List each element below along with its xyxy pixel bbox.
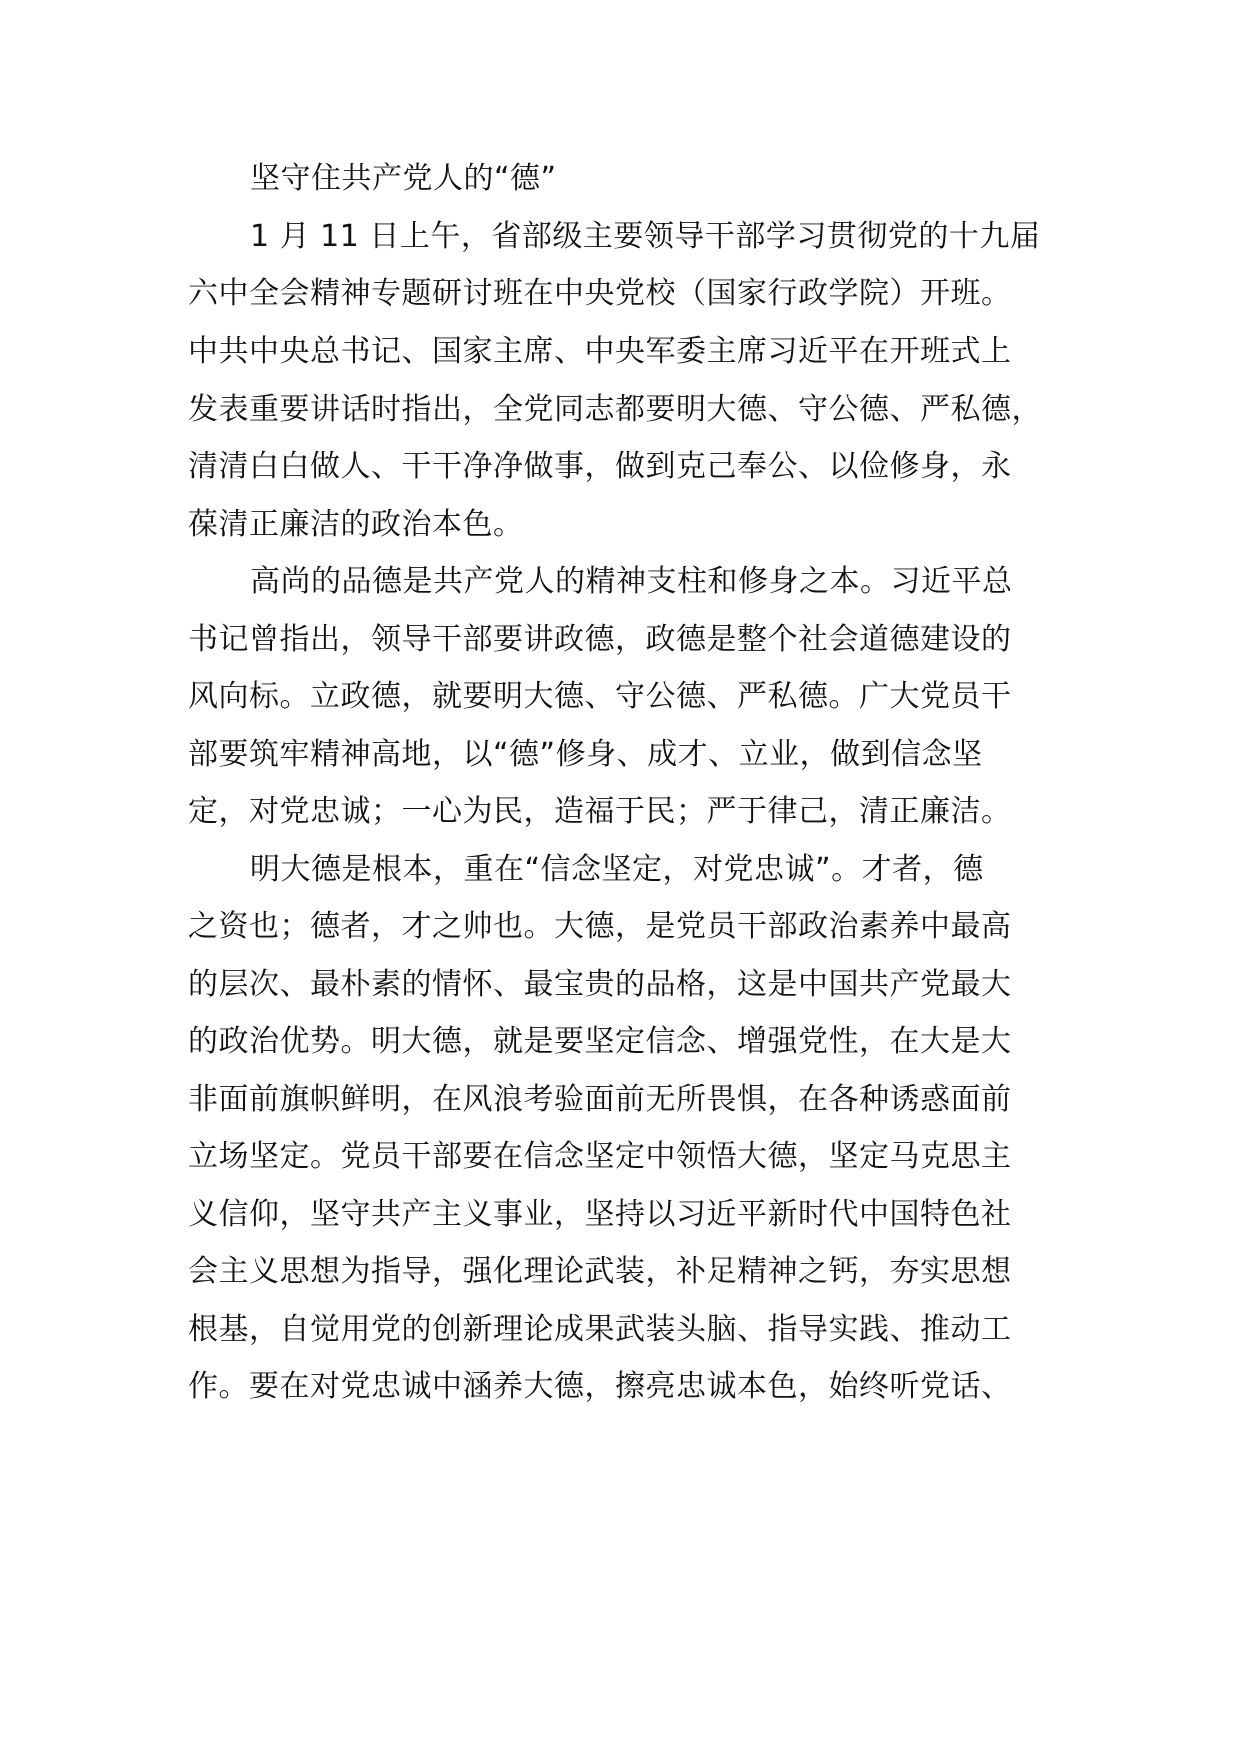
paragraph-line: 会主义思想为指导，强化理论武装，补足精神之钙，夯实思想: [188, 1254, 1012, 1289]
paragraph-line: 葆清正廉洁的政治本色。: [188, 507, 524, 542]
paragraph-line: 非面前旗帜鲜明，在风浪考验面前无所畏惧，在各种诱惑面前: [188, 1082, 1012, 1117]
paragraph-line: 清清白白做人、干干净净做事，做到克己奉公、以俭修身，永: [188, 449, 1012, 484]
paragraph-line: 之资也；德者，才之帅也。大德，是党员干部政治素养中最高: [188, 909, 1012, 944]
paragraph-line: 书记曾指出，领导干部要讲政德，政德是整个社会道德建设的: [188, 622, 1012, 657]
paragraph-line: 作。要在对党忠诚中涵养大德，擦亮忠诚本色，始终听党话、: [188, 1369, 1012, 1404]
paragraph-line: 1 月 11 日上午，省部级主要领导干部学习贯彻党的十九届: [250, 219, 1041, 254]
paragraph-line: 立场坚定。党员干部要在信念坚定中领悟大德，坚定马克思主: [188, 1139, 1012, 1174]
paragraph-line: 发表重要讲话时指出，全党同志都要明大德、守公德、严私德，: [188, 392, 1042, 427]
paragraph-line: 定，对党忠诚；一心为民，造福于民；严于律己，清正廉洁。: [188, 794, 1012, 829]
paragraph-line: 中共中央总书记、国家主席、中央军委主席习近平在开班式上: [188, 334, 1012, 369]
paragraph-line: 根基，自觉用党的创新理论成果武装头脑、指导实践、推动工: [188, 1312, 1012, 1347]
paragraph-line: 六中全会精神专题研讨班在中央党校（国家行政学院）开班。: [188, 276, 1012, 311]
paragraph-line: 部要筑牢精神高地，以“德”修身、成才、立业，做到信念坚: [188, 737, 983, 772]
paragraph-line: 风向标。立政德，就要明大德、守公德、严私德。广大党员干: [188, 679, 1012, 714]
paragraph-line: 明大德是根本，重在“信念坚定，对党忠诚”。才者，德: [250, 852, 984, 887]
paragraph-line: 的政治优势。明大德，就是要坚定信念、增强党性，在大是大: [188, 1024, 1012, 1059]
document-title: 坚守住共产党人的“德”: [250, 161, 557, 196]
paragraph-line: 高尚的品德是共产党人的精神支柱和修身之本。习近平总: [250, 564, 1013, 599]
paragraph-line: 义信仰，坚守共产主义事业，坚持以习近平新时代中国特色社: [188, 1197, 1012, 1232]
paragraph-line: 的层次、最朴素的情怀、最宝贵的品格，这是中国共产党最大: [188, 967, 1012, 1002]
